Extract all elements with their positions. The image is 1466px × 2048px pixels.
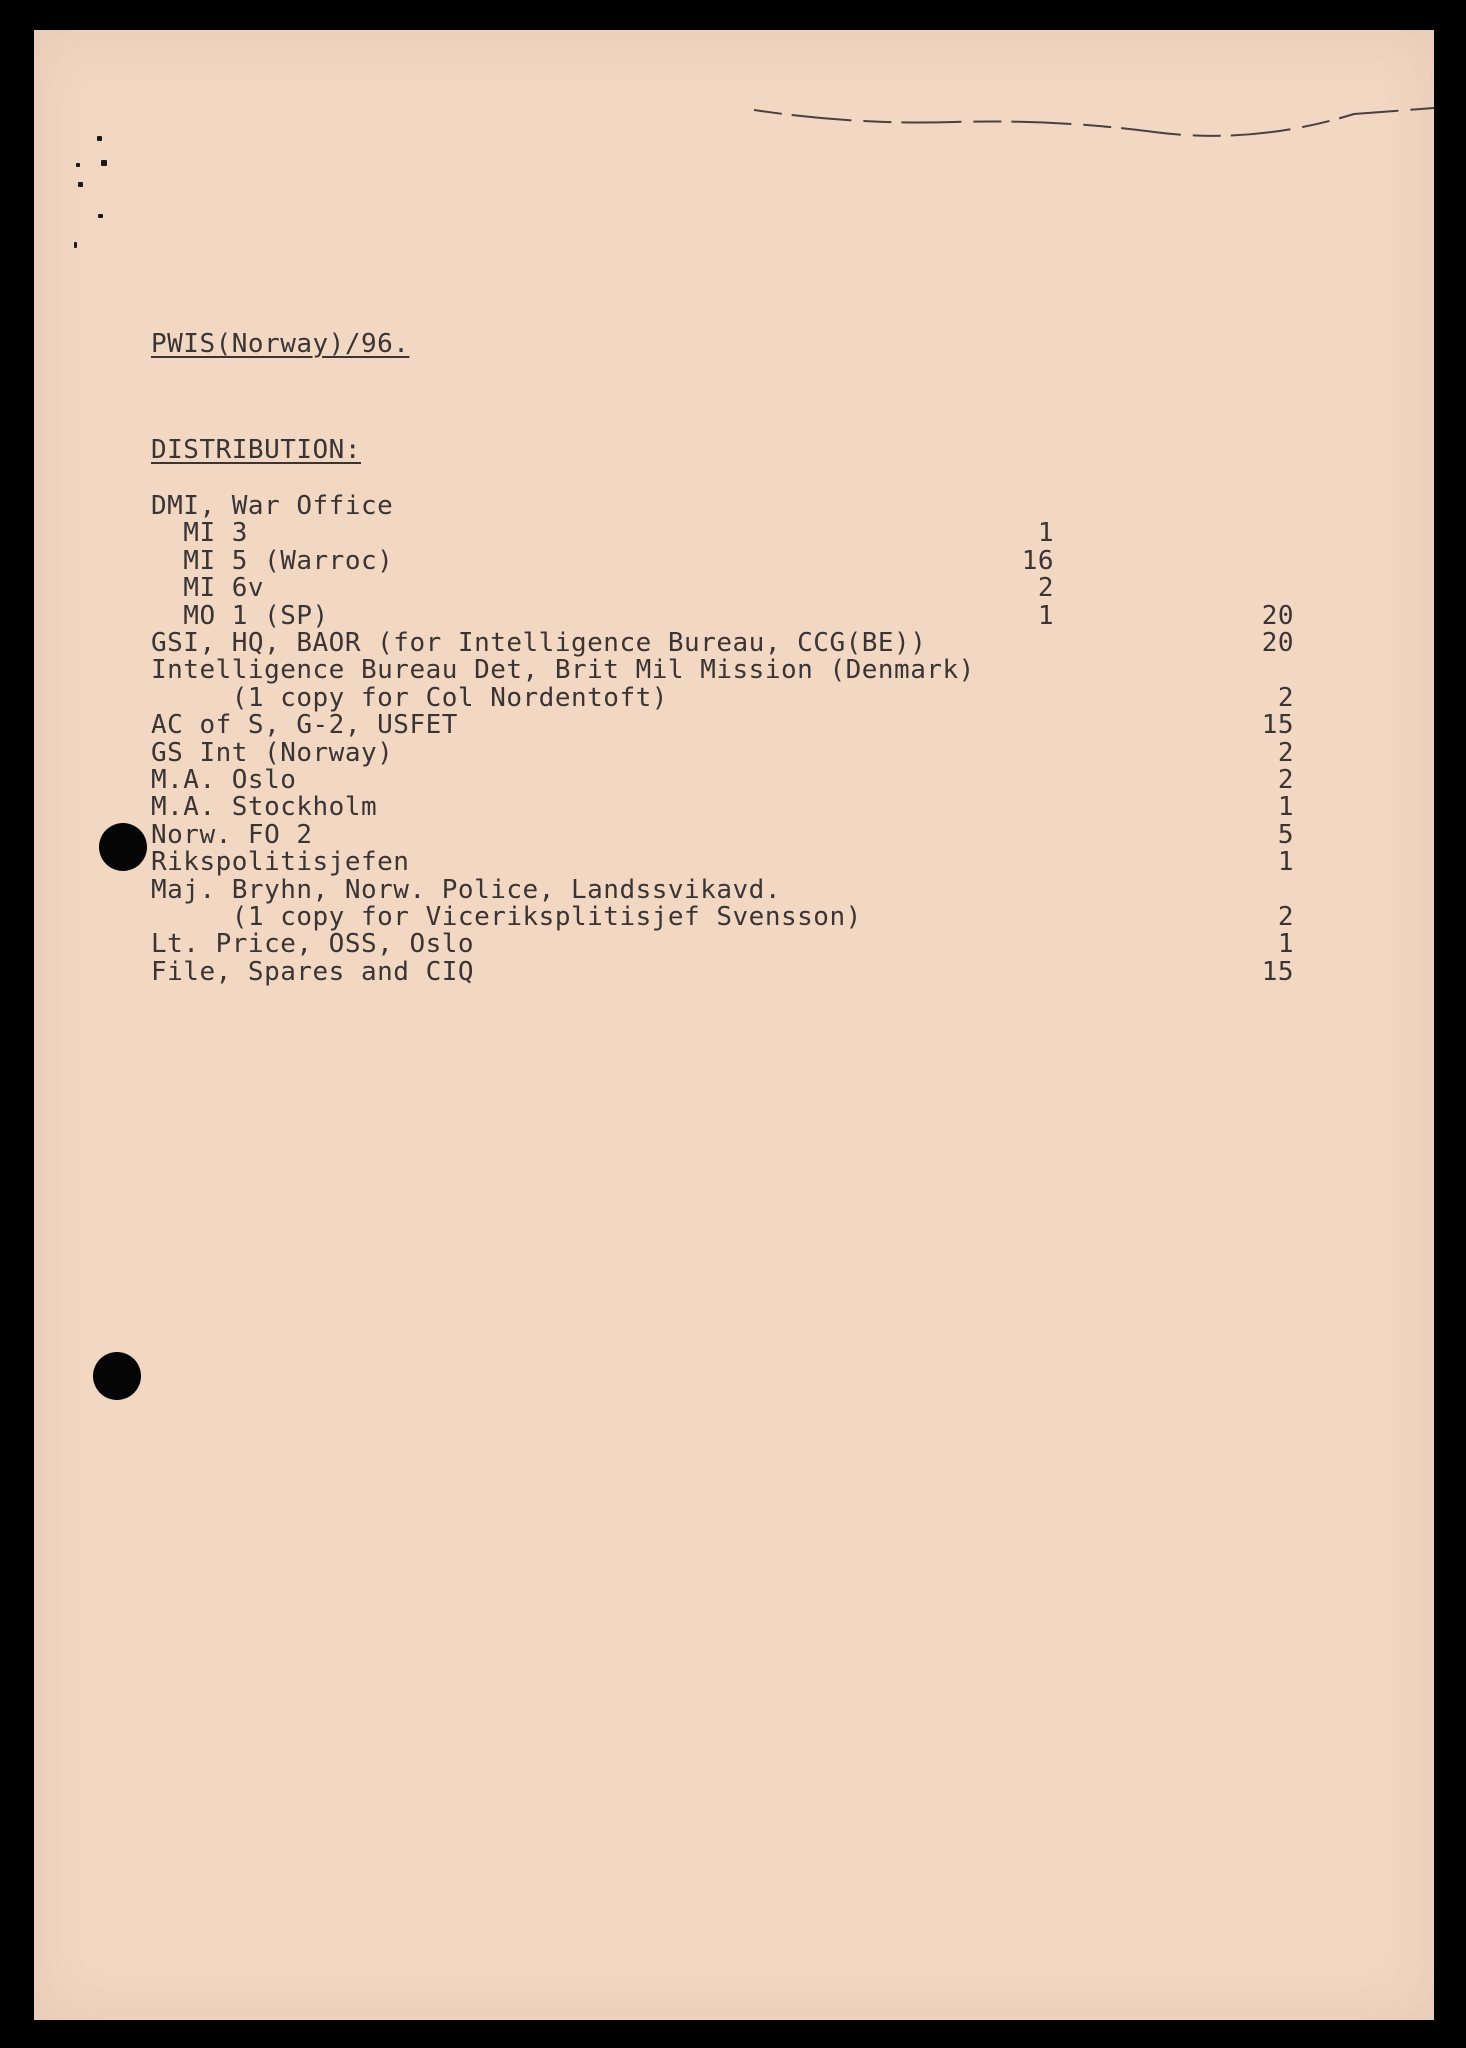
document-reference: PWIS(Norway)/96. xyxy=(151,329,410,359)
total-count: 20 xyxy=(1261,600,1294,631)
punch-hole-bottom xyxy=(93,1352,141,1400)
total-count: 5 xyxy=(1277,819,1294,850)
distribution-line: GSI, HQ, BAOR (for Intelligence Bureau, CCG(BE)) xyxy=(151,628,927,658)
distribution-line: Norw. FO 2 xyxy=(151,819,313,850)
sub-count: 16 xyxy=(1021,545,1054,576)
speck xyxy=(74,242,77,248)
speck xyxy=(76,163,80,167)
distribution-line: Rikspolitisjefen xyxy=(151,847,410,878)
distribution-line: (1 copy for Col Nordentoft) xyxy=(151,682,668,713)
distribution-line: MO 1 (SP) xyxy=(151,600,329,631)
distribution-line: M.A. Stockholm xyxy=(151,792,378,823)
total-count: 15 xyxy=(1261,710,1294,741)
total-count: 1 xyxy=(1277,792,1294,823)
total-count: 1 xyxy=(1277,929,1294,960)
sub-count: 2 xyxy=(1037,573,1054,604)
total-count: 15 xyxy=(1261,956,1294,987)
speck xyxy=(78,182,83,187)
speck xyxy=(97,136,102,141)
document-page xyxy=(34,30,1434,2020)
top-edge-smudge xyxy=(734,70,1434,150)
total-count: 20 xyxy=(1261,628,1294,658)
distribution-line: DMI, War Office xyxy=(151,491,394,521)
distribution-line: File, Spares and CIQ xyxy=(151,956,475,987)
sub-count: 1 xyxy=(1037,600,1054,631)
distribution-line: MI 5 (Warroc) xyxy=(151,545,394,576)
distribution-line: AC of S, G-2, USFET xyxy=(151,710,458,741)
distribution-line: M.A. Oslo xyxy=(151,765,297,795)
speck xyxy=(98,214,103,218)
total-count: 2 xyxy=(1277,902,1294,932)
total-count: 2 xyxy=(1277,682,1294,713)
total-count: 2 xyxy=(1277,765,1294,795)
punch-hole-top xyxy=(99,823,147,871)
distribution-line: MI 6v xyxy=(151,573,265,604)
distribution-line: Maj. Bryhn, Norw. Police, Landssvikavd. xyxy=(151,874,781,905)
sub-count: 1 xyxy=(1037,518,1054,549)
distribution-line: Intelligence Bureau Det, Brit Mil Mission (Denmark) xyxy=(151,655,975,686)
distribution-line: MI 3 xyxy=(151,518,248,549)
distribution-line: (1 copy for Viceriksplitisjef Svensson) xyxy=(151,902,862,932)
distribution-line: GS Int (Norway) xyxy=(151,737,394,768)
total-count: 2 xyxy=(1277,737,1294,768)
distribution-heading: DISTRIBUTION: xyxy=(151,435,361,465)
total-count: 1 xyxy=(1277,847,1294,878)
distribution-line: Lt. Price, OSS, Oslo xyxy=(151,929,475,960)
speck xyxy=(101,160,107,166)
